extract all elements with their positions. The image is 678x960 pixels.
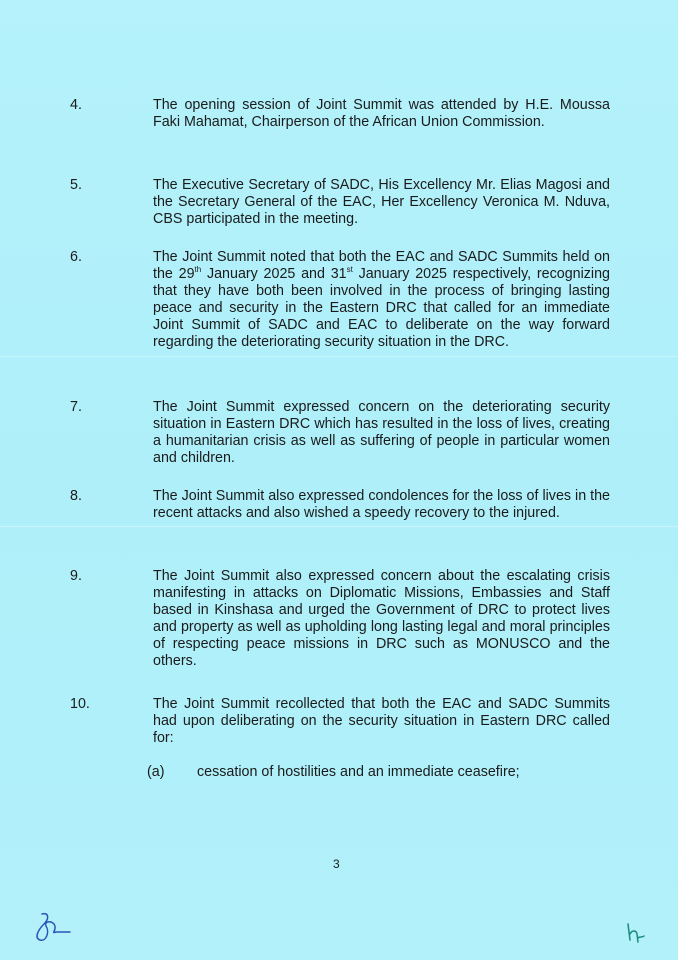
paragraph-number: 6. [70, 249, 82, 265]
fold-line [0, 526, 678, 527]
paragraph-text: The Executive Secretary of SADC, His Excellency Mr. Elias Magosi and the Secretary General of the EAC, Her Excellency Veronica M. Nduva, CBS participated in the meeting. [153, 177, 610, 227]
paragraph-9 [70, 568, 610, 670]
paragraph-text: The Joint Summit expressed concern on the deteriorating security situation in Eastern DRC which has resulted in the loss of lives, creating a humanitarian crisis as well as suffering of people in particular women and children. [153, 399, 610, 466]
text-segment: January 2025 and 31 [201, 266, 347, 282]
paragraph-5 [70, 177, 610, 228]
paragraph-text: The Joint Summit also expressed condolences for the loss of lives in the recent attacks and also wished a speedy recovery to the injured. [153, 488, 610, 521]
paragraph-number: 5. [70, 177, 82, 193]
sub-item-label: (a) [147, 764, 165, 780]
text-segment: January 2025 respectively, recognizing that they have both been involved in the process of bringing lasting peace and security in the Eastern DRC that called for an immediate Joint Summit of SADC and EAC to deliberate on the way forward regarding the deteriorating security situation in the DRC. [153, 266, 610, 350]
paragraph-number: 4. [70, 97, 82, 113]
initials-signature-left-icon [30, 910, 75, 945]
paragraph-8 [70, 488, 610, 522]
paragraph-text: The Joint Summit recollected that both the EAC and SADC Summits had upon deliberating on the security situation in Eastern DRC called for: [153, 696, 610, 746]
paragraph-text: The Joint Summit also expressed concern about the escalating crisis manifesting in attacks on Diplomatic Missions, Embassies and Staff based in Kinshasa and urged the Government of DRC to protect lives and property as well as upholding long lasting legal and moral principles of respecting peace missions in DRC such as MONUSCO and the others. [153, 568, 610, 669]
paragraph-number: 7. [70, 399, 82, 415]
paragraph-number: 9. [70, 568, 82, 584]
sub-item-a [147, 764, 520, 780]
fold-line [0, 356, 678, 357]
page-number: 3 [333, 857, 340, 871]
paragraph-10 [70, 696, 610, 747]
paragraph-6 [70, 249, 610, 351]
paragraph-number: 10. [70, 696, 90, 712]
paragraph-number: 8. [70, 488, 82, 504]
initials-signature-right-icon [620, 920, 650, 948]
ordinal-suffix: th [194, 265, 202, 274]
sub-item-text: cessation of hostilities and an immediate ceasefire; [197, 764, 520, 780]
paragraph-text: The opening session of Joint Summit was attended by H.E. Moussa Faki Mahamat, Chairperson of the African Union Commission. [153, 97, 610, 130]
ordinal-suffix: st [346, 265, 353, 274]
paragraph-4 [70, 97, 610, 131]
text-segment: The Joint Summit noted that both the EAC and SADC Summits held on the 29 [153, 249, 610, 282]
paragraph-text [153, 249, 610, 351]
paragraph-7 [70, 399, 610, 467]
